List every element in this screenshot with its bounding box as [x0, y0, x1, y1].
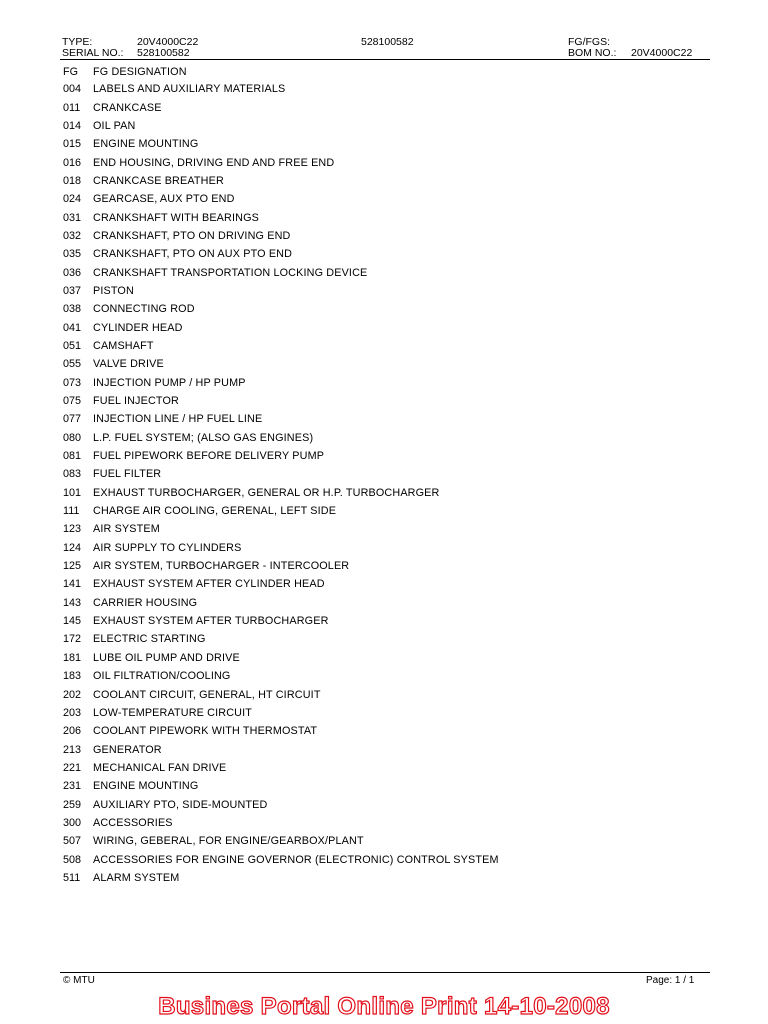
table-row: [63, 649, 703, 667]
header-rule: [60, 59, 710, 60]
fg-designation: FUEL FILTER: [93, 468, 162, 481]
table-row: [63, 208, 703, 226]
fg-code: 077: [63, 413, 82, 426]
table-row: [63, 832, 703, 850]
fg-code: 213: [63, 743, 82, 756]
fg-designation: ACCESSORIES FOR ENGINE GOVERNOR (ELECTRONIC) CONTROL SYSTEM: [93, 853, 499, 866]
fg-code: 032: [63, 229, 82, 242]
fg-code: 181: [63, 651, 82, 664]
fg-designation: CHARGE AIR COOLING, GERENAL, LEFT SIDE: [93, 505, 337, 518]
fg-designation: FUEL PIPEWORK BEFORE DELIVERY PUMP: [93, 450, 325, 463]
fg-code: 111: [63, 505, 80, 518]
fg-designation: LUBE OIL PUMP AND DRIVE: [93, 651, 240, 664]
table-row: [63, 502, 703, 520]
table-row: [63, 667, 703, 685]
fg-designation: ELECTRIC STARTING: [93, 633, 206, 646]
table-row: [63, 392, 703, 410]
type-value: 20V4000C22: [137, 36, 199, 48]
fg-designation: CRANKCASE BREATHER: [93, 174, 224, 187]
table-row: [63, 153, 703, 171]
table-row: [63, 704, 703, 722]
fg-code: 508: [63, 853, 82, 866]
table-row: [63, 465, 703, 483]
fg-code: 141: [63, 578, 82, 591]
fg-designation: CARRIER HOUSING: [93, 596, 198, 609]
table-row: [63, 575, 703, 593]
table-row: [63, 447, 703, 465]
table-row: [63, 539, 703, 557]
fg-designation: L.P. FUEL SYSTEM; (ALSO GAS ENGINES): [93, 431, 314, 444]
fg-code: 145: [63, 615, 82, 628]
fg-designation: AIR SUPPLY TO CYLINDERS: [93, 541, 242, 554]
fg-code: 055: [63, 358, 82, 371]
fg-designation: CONNECTING ROD: [93, 303, 195, 316]
table-row: [63, 612, 703, 630]
fg-designation: WIRING, GEBERAL, FOR ENGINE/GEARBOX/PLANT: [93, 835, 364, 848]
fg-designation: MECHANICAL FAN DRIVE: [93, 761, 227, 774]
table-row: [63, 318, 703, 336]
table-row: [63, 172, 703, 190]
table-row: [63, 300, 703, 318]
table-row: [63, 80, 703, 98]
fg-designation: CRANKSHAFT, PTO ON DRIVING END: [93, 229, 291, 242]
table-row: [63, 355, 703, 373]
table-row: [63, 814, 703, 832]
table-row: [63, 190, 703, 208]
table-row: [63, 429, 703, 447]
table-row: [63, 98, 703, 116]
fg-code: 075: [63, 395, 82, 408]
fg-code: 123: [63, 523, 82, 536]
fg-code: 041: [63, 321, 82, 334]
table-row: [63, 869, 703, 887]
fg-code: 018: [63, 174, 82, 187]
fg-designation: COOLANT PIPEWORK WITH THERMOSTAT: [93, 725, 318, 738]
fg-code: 051: [63, 339, 82, 352]
fg-code: 203: [63, 706, 82, 719]
fg-code: 124: [63, 541, 82, 554]
fg-designation: VALVE DRIVE: [93, 358, 164, 371]
fg-designation: END HOUSING, DRIVING END AND FREE END: [93, 156, 335, 169]
fg-code: 080: [63, 431, 82, 444]
fg-code: 035: [63, 248, 82, 261]
fg-designation: CAMSHAFT: [93, 339, 154, 352]
table-row: [63, 850, 703, 868]
fg-code: 183: [63, 670, 82, 683]
bom-value: 20V4000C22: [631, 47, 693, 59]
table-row: [63, 227, 703, 245]
table-row: [63, 337, 703, 355]
fg-code: 015: [63, 138, 82, 151]
fg-designation: AUXILIARY PTO, SIDE-MOUNTED: [93, 798, 268, 811]
table-row: [63, 484, 703, 502]
table-row: [63, 374, 703, 392]
fg-code: 014: [63, 119, 82, 132]
fg-designation: ACCESSORIES: [93, 816, 173, 829]
fg-designation: EXHAUST SYSTEM AFTER CYLINDER HEAD: [93, 578, 325, 591]
fg-designation: FUEL INJECTOR: [93, 395, 179, 408]
fg-code: 101: [63, 486, 82, 499]
serial-value: 528100582: [137, 47, 190, 59]
fg-list: [63, 63, 703, 887]
column-header-designation: FG DESIGNATION: [93, 65, 187, 78]
fg-code: 206: [63, 725, 82, 738]
fg-code: 036: [63, 266, 82, 279]
fg-code: 031: [63, 211, 82, 224]
fg-code: 511: [63, 871, 81, 884]
fg-code: 004: [63, 83, 82, 96]
table-row: [63, 722, 703, 740]
fg-code: 024: [63, 193, 82, 206]
fg-designation: PISTON: [93, 284, 134, 297]
fg-code: 081: [63, 450, 82, 463]
copyright-text: © MTU: [63, 975, 95, 986]
table-row: [63, 117, 703, 135]
fg-code: 038: [63, 303, 82, 316]
table-row: [63, 777, 703, 795]
fg-designation: AIR SYSTEM, TURBOCHARGER - INTERCOOLER: [93, 560, 350, 573]
fg-designation: EXHAUST TURBOCHARGER, GENERAL OR H.P. TURBOCHARGER: [93, 486, 440, 499]
fg-designation: EXHAUST SYSTEM AFTER TURBOCHARGER: [93, 615, 329, 628]
fg-code: 172: [63, 633, 82, 646]
fg-designation: CRANKSHAFT WITH BEARINGS: [93, 211, 259, 224]
fg-designation: INJECTION LINE / HP FUEL LINE: [93, 413, 263, 426]
column-header-fg: FG: [63, 65, 78, 78]
type-label: TYPE:: [62, 36, 93, 48]
bom-label: BOM NO.:: [568, 47, 617, 59]
table-row: [63, 282, 703, 300]
serial-label: SERIAL NO.:: [62, 47, 124, 59]
fg-code: 016: [63, 156, 82, 169]
fg-code: 125: [63, 560, 82, 573]
footer-rule: [60, 972, 710, 973]
fg-rows: [63, 80, 703, 887]
fg-designation: CRANKSHAFT TRANSPORTATION LOCKING DEVICE: [93, 266, 368, 279]
fg-code: 011: [63, 101, 81, 114]
fg-designation: COOLANT CIRCUIT, GENERAL, HT CIRCUIT: [93, 688, 321, 701]
table-row: [63, 135, 703, 153]
table-row: [63, 685, 703, 703]
fg-designation: LOW-TEMPERATURE CIRCUIT: [93, 706, 253, 719]
table-row: [63, 245, 703, 263]
table-row: [63, 630, 703, 648]
table-row: [63, 759, 703, 777]
fg-code: 231: [63, 780, 82, 793]
fg-code: 143: [63, 596, 82, 609]
table-row: [63, 594, 703, 612]
print-stamp: Busines Portal Online Print 14-10-2008: [158, 993, 610, 1020]
page-number: Page: 1 / 1: [646, 975, 695, 986]
column-header-row: [63, 63, 703, 80]
table-row: [63, 557, 703, 575]
table-row: [63, 263, 703, 281]
fg-designation: ENGINE MOUNTING: [93, 780, 199, 793]
center-serial-value: 528100582: [361, 36, 414, 48]
fg-designation: ENGINE MOUNTING: [93, 138, 199, 151]
fg-designation: OIL FILTRATION/COOLING: [93, 670, 231, 683]
fg-designation: ALARM SYSTEM: [93, 871, 180, 884]
fg-code: 202: [63, 688, 82, 701]
fg-code: 037: [63, 284, 82, 297]
fg-code: 083: [63, 468, 82, 481]
fg-fgs-label: FG/FGS:: [568, 36, 610, 48]
fg-designation: INJECTION PUMP / HP PUMP: [93, 376, 246, 389]
fg-designation: GENERATOR: [93, 743, 162, 756]
fg-designation: LABELS AND AUXILIARY MATERIALS: [93, 83, 286, 96]
table-row: [63, 795, 703, 813]
fg-designation: GEARCASE, AUX PTO END: [93, 193, 235, 206]
fg-designation: CYLINDER HEAD: [93, 321, 183, 334]
fg-code: 300: [63, 816, 82, 829]
fg-code: 259: [63, 798, 82, 811]
table-row: [63, 740, 703, 758]
table-row: [63, 410, 703, 428]
fg-code: 073: [63, 376, 82, 389]
fg-designation: CRANKCASE: [93, 101, 162, 114]
fg-designation: OIL PAN: [93, 119, 136, 132]
fg-designation: AIR SYSTEM: [93, 523, 160, 536]
fg-code: 221: [63, 761, 82, 774]
table-row: [63, 520, 703, 538]
fg-designation: CRANKSHAFT, PTO ON AUX PTO END: [93, 248, 293, 261]
fg-code: 507: [63, 835, 82, 848]
